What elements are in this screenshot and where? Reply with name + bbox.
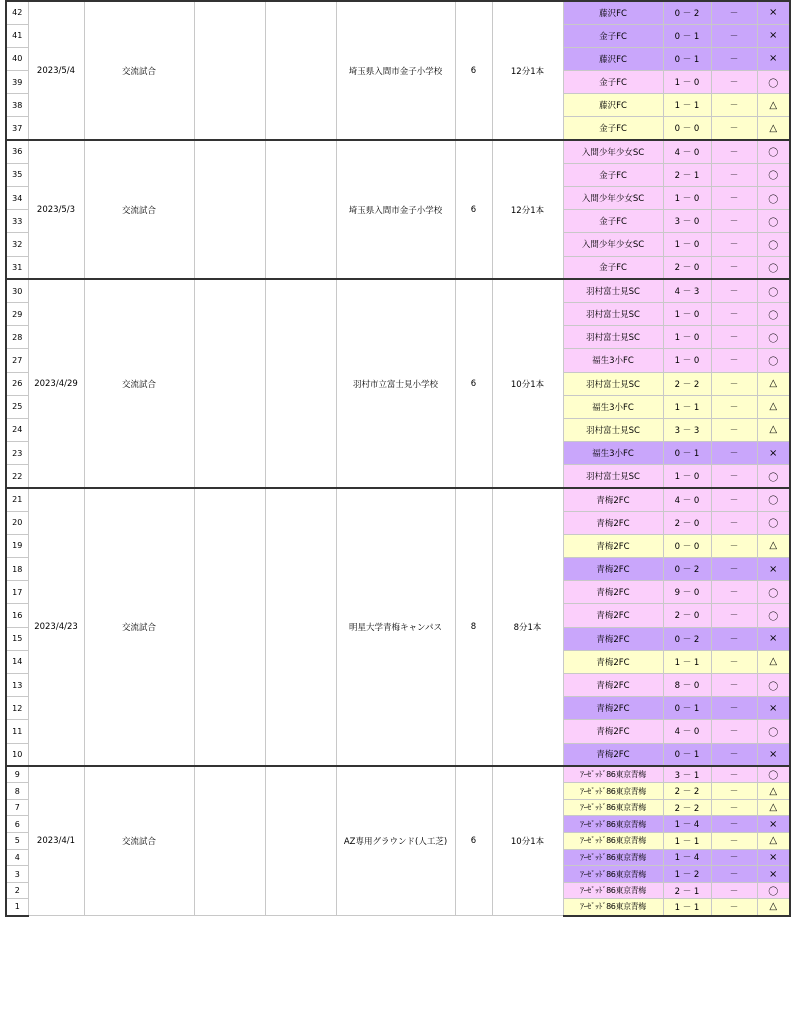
opponent-name: 羽村富士見SC — [563, 465, 663, 488]
opponent-name: ｱｰｾﾞｯﾄﾞ86東京青梅 — [563, 766, 663, 783]
match-number: 12 — [6, 697, 28, 720]
match-number: 33 — [6, 210, 28, 233]
result-mark: × — [757, 743, 790, 766]
extra-score: － — [711, 24, 757, 47]
opponent-name: 入間少年少女SC — [563, 233, 663, 256]
extra-score: － — [711, 1, 757, 24]
match-category: 交流試合 — [84, 140, 194, 279]
match-score: 4 － 0 — [663, 720, 711, 743]
match-number: 24 — [6, 418, 28, 441]
match-venue: 埼玉県入間市金子小学校 — [336, 140, 455, 279]
match-score: 2 － 0 — [663, 511, 711, 534]
match-number: 40 — [6, 47, 28, 70]
opponent-name: 青梅2FC — [563, 604, 663, 627]
match-score: 2 － 1 — [663, 163, 711, 186]
match-number: 35 — [6, 163, 28, 186]
extra-score: － — [711, 256, 757, 279]
match-score: 3 － 3 — [663, 418, 711, 441]
extra-score: － — [711, 783, 757, 800]
extra-score: － — [711, 163, 757, 186]
result-mark: 〇 — [757, 71, 790, 94]
match-number: 13 — [6, 673, 28, 696]
match-number: 34 — [6, 187, 28, 210]
result-mark: 〇 — [757, 256, 790, 279]
opponent-name: ｱｰｾﾞｯﾄﾞ86東京青梅 — [563, 866, 663, 883]
result-mark: 〇 — [757, 163, 790, 186]
extra-score: － — [711, 233, 757, 256]
match-format: 8分1本 — [492, 488, 563, 766]
extra-score: － — [711, 47, 757, 70]
blank-cell — [194, 140, 265, 279]
match-score: 2 － 2 — [663, 783, 711, 800]
result-mark: 〇 — [757, 882, 790, 899]
match-venue: 羽村市立富士見小学校 — [336, 279, 455, 488]
match-number: 2 — [6, 882, 28, 899]
match-number: 20 — [6, 511, 28, 534]
extra-score: － — [711, 395, 757, 418]
match-number: 15 — [6, 627, 28, 650]
extra-score: － — [711, 799, 757, 816]
extra-score: － — [711, 302, 757, 325]
match-score: 4 － 0 — [663, 488, 711, 511]
match-results-table — [5, 0, 791, 917]
opponent-name: 青梅2FC — [563, 488, 663, 511]
result-mark: 〇 — [757, 511, 790, 534]
opponent-name: 藤沢FC — [563, 94, 663, 117]
match-number: 7 — [6, 799, 28, 816]
blank-cell — [194, 488, 265, 766]
match-score: 0 － 2 — [663, 558, 711, 581]
match-number: 27 — [6, 349, 28, 372]
extra-score: － — [711, 581, 757, 604]
extra-score: － — [711, 833, 757, 850]
blank-cell — [194, 1, 265, 140]
opponent-name: 福生3小FC — [563, 349, 663, 372]
match-score: 1 － 0 — [663, 349, 711, 372]
result-mark: △ — [757, 94, 790, 117]
match-number: 1 — [6, 899, 28, 916]
opponent-name: ｱｰｾﾞｯﾄﾞ86東京青梅 — [563, 783, 663, 800]
match-score: 3 － 1 — [663, 766, 711, 783]
opponent-name: 金子FC — [563, 24, 663, 47]
table-row — [6, 140, 790, 163]
match-number: 4 — [6, 849, 28, 866]
match-score: 2 － 2 — [663, 799, 711, 816]
blank-cell — [265, 766, 336, 915]
extra-score: － — [711, 279, 757, 302]
result-mark: × — [757, 849, 790, 866]
extra-score: － — [711, 849, 757, 866]
match-venue: AZ専用グラウンド(人工芝) — [336, 766, 455, 915]
extra-score: － — [711, 866, 757, 883]
match-score: 1 － 1 — [663, 899, 711, 916]
result-mark: 〇 — [757, 349, 790, 372]
opponent-name: 青梅2FC — [563, 673, 663, 696]
extra-score: － — [711, 94, 757, 117]
match-number: 29 — [6, 302, 28, 325]
opponent-name: 羽村富士見SC — [563, 302, 663, 325]
match-score: 1 － 1 — [663, 833, 711, 850]
match-number: 10 — [6, 743, 28, 766]
match-category: 交流試合 — [84, 1, 194, 140]
match-date: 2023/4/29 — [28, 279, 84, 488]
extra-score: － — [711, 743, 757, 766]
result-mark: △ — [757, 372, 790, 395]
match-score: 1 － 0 — [663, 302, 711, 325]
result-mark: 〇 — [757, 326, 790, 349]
match-score: 0 － 2 — [663, 1, 711, 24]
match-score: 1 － 4 — [663, 849, 711, 866]
opponent-name: 入間少年少女SC — [563, 187, 663, 210]
result-mark: △ — [757, 783, 790, 800]
player-count: 6 — [455, 766, 492, 915]
result-mark: × — [757, 442, 790, 465]
match-number: 17 — [6, 581, 28, 604]
extra-score: － — [711, 697, 757, 720]
match-score: 2 － 0 — [663, 256, 711, 279]
opponent-name: ｱｰｾﾞｯﾄﾞ86東京青梅 — [563, 833, 663, 850]
opponent-name: 藤沢FC — [563, 1, 663, 24]
match-number: 22 — [6, 465, 28, 488]
match-score: 1 － 0 — [663, 465, 711, 488]
result-mark: × — [757, 627, 790, 650]
match-number: 6 — [6, 816, 28, 833]
extra-score: － — [711, 511, 757, 534]
extra-score: － — [711, 442, 757, 465]
result-mark: 〇 — [757, 766, 790, 783]
extra-score: － — [711, 488, 757, 511]
blank-cell — [194, 279, 265, 488]
match-number: 30 — [6, 279, 28, 302]
match-number: 9 — [6, 766, 28, 783]
result-mark: △ — [757, 799, 790, 816]
match-date: 2023/4/23 — [28, 488, 84, 766]
match-score: 1 － 0 — [663, 233, 711, 256]
extra-score: － — [711, 558, 757, 581]
extra-score: － — [711, 140, 757, 163]
opponent-name: 藤沢FC — [563, 47, 663, 70]
opponent-name: 青梅2FC — [563, 650, 663, 673]
extra-score: － — [711, 372, 757, 395]
match-score: 1 － 1 — [663, 94, 711, 117]
extra-score: － — [711, 71, 757, 94]
opponent-name: 青梅2FC — [563, 627, 663, 650]
match-score: 0 － 1 — [663, 697, 711, 720]
match-category: 交流試合 — [84, 488, 194, 766]
opponent-name: ｱｰｾﾞｯﾄﾞ86東京青梅 — [563, 799, 663, 816]
blank-cell — [265, 1, 336, 140]
extra-score: － — [711, 816, 757, 833]
match-score: 0 － 2 — [663, 627, 711, 650]
result-mark: × — [757, 558, 790, 581]
opponent-name: ｱｰｾﾞｯﾄﾞ86東京青梅 — [563, 816, 663, 833]
result-mark: △ — [757, 650, 790, 673]
match-score: 0 － 1 — [663, 24, 711, 47]
match-score: 1 － 2 — [663, 866, 711, 883]
match-score: 0 － 1 — [663, 47, 711, 70]
match-score: 1 － 4 — [663, 816, 711, 833]
extra-score: － — [711, 650, 757, 673]
match-score: 8 － 0 — [663, 673, 711, 696]
opponent-name: 羽村富士見SC — [563, 418, 663, 441]
extra-score: － — [711, 187, 757, 210]
match-score: 1 － 1 — [663, 395, 711, 418]
match-number: 3 — [6, 866, 28, 883]
result-mark: 〇 — [757, 233, 790, 256]
opponent-name: 青梅2FC — [563, 720, 663, 743]
match-number: 26 — [6, 372, 28, 395]
player-count: 8 — [455, 488, 492, 766]
match-score: 4 － 3 — [663, 279, 711, 302]
match-score: 1 － 0 — [663, 326, 711, 349]
match-score: 9 － 0 — [663, 581, 711, 604]
opponent-name: ｱｰｾﾞｯﾄﾞ86東京青梅 — [563, 849, 663, 866]
opponent-name: 金子FC — [563, 163, 663, 186]
match-venue: 明星大学青梅キャンパス — [336, 488, 455, 766]
result-mark: 〇 — [757, 187, 790, 210]
result-mark: △ — [757, 833, 790, 850]
opponent-name: ｱｰｾﾞｯﾄﾞ86東京青梅 — [563, 899, 663, 916]
blank-cell — [194, 766, 265, 915]
extra-score: － — [711, 604, 757, 627]
result-mark: △ — [757, 418, 790, 441]
match-score: 2 － 2 — [663, 372, 711, 395]
match-number: 19 — [6, 534, 28, 557]
match-score: 1 － 0 — [663, 187, 711, 210]
opponent-name: 青梅2FC — [563, 511, 663, 534]
opponent-name: 青梅2FC — [563, 697, 663, 720]
player-count: 6 — [455, 140, 492, 279]
match-number: 14 — [6, 650, 28, 673]
match-format: 10分1本 — [492, 279, 563, 488]
match-number: 23 — [6, 442, 28, 465]
opponent-name: 羽村富士見SC — [563, 279, 663, 302]
result-mark: 〇 — [757, 465, 790, 488]
match-format: 10分1本 — [492, 766, 563, 915]
blank-cell — [265, 488, 336, 766]
match-score: 0 － 0 — [663, 117, 711, 140]
result-mark: × — [757, 1, 790, 24]
result-mark: × — [757, 47, 790, 70]
extra-score: － — [711, 326, 757, 349]
result-mark: △ — [757, 534, 790, 557]
match-score: 0 － 1 — [663, 743, 711, 766]
result-mark: 〇 — [757, 720, 790, 743]
result-mark: × — [757, 697, 790, 720]
result-mark: 〇 — [757, 279, 790, 302]
match-score: 2 － 1 — [663, 882, 711, 899]
opponent-name: 入間少年少女SC — [563, 140, 663, 163]
opponent-name: 青梅2FC — [563, 581, 663, 604]
match-score: 3 － 0 — [663, 210, 711, 233]
result-mark: 〇 — [757, 210, 790, 233]
opponent-name: 金子FC — [563, 210, 663, 233]
blank-cell — [265, 140, 336, 279]
table-row — [6, 766, 790, 783]
match-number: 5 — [6, 833, 28, 850]
opponent-name: 金子FC — [563, 256, 663, 279]
match-number: 18 — [6, 558, 28, 581]
match-format: 12分1本 — [492, 140, 563, 279]
result-mark: 〇 — [757, 604, 790, 627]
match-category: 交流試合 — [84, 766, 194, 915]
match-number: 16 — [6, 604, 28, 627]
match-score: 0 － 0 — [663, 534, 711, 557]
result-mark: △ — [757, 395, 790, 418]
match-score: 0 － 1 — [663, 442, 711, 465]
extra-score: － — [711, 720, 757, 743]
opponent-name: 青梅2FC — [563, 558, 663, 581]
extra-score: － — [711, 899, 757, 916]
match-date: 2023/5/4 — [28, 1, 84, 140]
opponent-name: 青梅2FC — [563, 743, 663, 766]
results-sheet — [5, 0, 789, 917]
result-mark: × — [757, 24, 790, 47]
match-score: 2 － 0 — [663, 604, 711, 627]
table-row — [6, 279, 790, 302]
match-number: 36 — [6, 140, 28, 163]
match-number: 28 — [6, 326, 28, 349]
extra-score: － — [711, 766, 757, 783]
extra-score: － — [711, 117, 757, 140]
table-row — [6, 488, 790, 511]
extra-score: － — [711, 349, 757, 372]
table-row — [6, 1, 790, 24]
match-date: 2023/5/3 — [28, 140, 84, 279]
match-number: 32 — [6, 233, 28, 256]
extra-score: － — [711, 418, 757, 441]
match-number: 38 — [6, 94, 28, 117]
player-count: 6 — [455, 279, 492, 488]
result-mark: × — [757, 816, 790, 833]
match-number: 8 — [6, 783, 28, 800]
opponent-name: 羽村富士見SC — [563, 372, 663, 395]
blank-cell — [265, 279, 336, 488]
player-count: 6 — [455, 1, 492, 140]
result-mark: 〇 — [757, 488, 790, 511]
extra-score: － — [711, 882, 757, 899]
result-mark: 〇 — [757, 140, 790, 163]
match-number: 25 — [6, 395, 28, 418]
extra-score: － — [711, 534, 757, 557]
match-date: 2023/4/1 — [28, 766, 84, 915]
match-venue: 埼玉県入間市金子小学校 — [336, 1, 455, 140]
result-mark: 〇 — [757, 581, 790, 604]
opponent-name: 福生3小FC — [563, 395, 663, 418]
opponent-name: 福生3小FC — [563, 442, 663, 465]
match-number: 41 — [6, 24, 28, 47]
match-format: 12分1本 — [492, 1, 563, 140]
match-score: 1 － 1 — [663, 650, 711, 673]
result-mark: △ — [757, 117, 790, 140]
result-mark: × — [757, 866, 790, 883]
opponent-name: 青梅2FC — [563, 534, 663, 557]
opponent-name: 金子FC — [563, 117, 663, 140]
match-category: 交流試合 — [84, 279, 194, 488]
extra-score: － — [711, 627, 757, 650]
extra-score: － — [711, 465, 757, 488]
result-mark: 〇 — [757, 302, 790, 325]
extra-score: － — [711, 210, 757, 233]
match-number: 21 — [6, 488, 28, 511]
match-number: 42 — [6, 1, 28, 24]
match-number: 31 — [6, 256, 28, 279]
match-score: 4 － 0 — [663, 140, 711, 163]
extra-score: － — [711, 673, 757, 696]
opponent-name: 羽村富士見SC — [563, 326, 663, 349]
result-mark: 〇 — [757, 673, 790, 696]
match-number: 11 — [6, 720, 28, 743]
opponent-name: 金子FC — [563, 71, 663, 94]
opponent-name: ｱｰｾﾞｯﾄﾞ86東京青梅 — [563, 882, 663, 899]
result-mark: △ — [757, 899, 790, 916]
match-score: 1 － 0 — [663, 71, 711, 94]
match-number: 37 — [6, 117, 28, 140]
match-number: 39 — [6, 71, 28, 94]
